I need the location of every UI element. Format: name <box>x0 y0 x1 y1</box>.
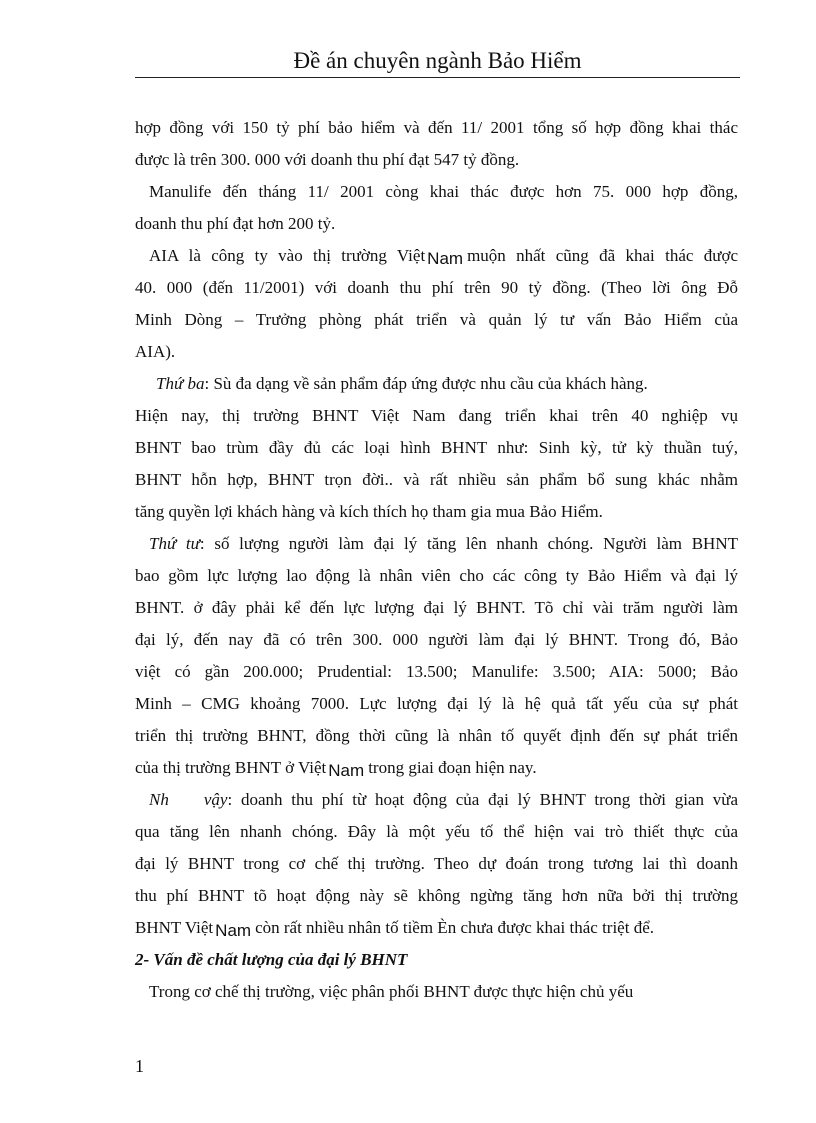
body-line-text: Nam <box>427 249 464 268</box>
body-line: được là trên 300. 000 với doanh thu phí đạt 547 tỷ đồng. <box>135 150 520 169</box>
body-line <box>135 912 738 944</box>
body-line-text: muộn nhất cũng đã khai thác được <box>467 246 738 265</box>
body-line-text: trong giai đoạn hiện nay. <box>368 758 537 777</box>
body-line-text: của thị trường BHNT ở Việt <box>135 758 327 777</box>
emphasis-text: Thứ ba <box>156 374 205 393</box>
body-line: thu phí BHNT tõ hoạt động này sẽ không ngừng tăng hơn nữa bởi thị trường <box>135 886 738 905</box>
body-line: Minh Dòng – Trưởng phòng phát triển và quản lý tư vấn Bảo Hiểm của <box>135 310 738 329</box>
body-line-text: còn rất nhiều nhân tố tiềm Èn chưa được khai thác triệt để. <box>255 918 654 937</box>
emphasis-text: Thứ tư <box>149 534 200 553</box>
body-line: BHNT bao trùm đầy đủ các loại hình BHNT như: Sinh kỳ, tử kỳ thuần tuý, <box>135 438 738 457</box>
body-line: qua tăng lên nhanh chóng. Đây là một yếu tố thể hiện vai trò thiết thực của <box>135 822 738 841</box>
body-line: tăng quyền lợi khách hàng và kích thích họ tham gia mua Bảo Hiểm. <box>135 502 603 521</box>
body-line-text: : doanh thu phí từ hoạt động của đại lý BHNT trong thời gian vừa <box>227 790 738 809</box>
body-line: Manulife đến tháng 11/ 2001 còng khai thác được hơn 75. 000 hợp đồng, <box>149 182 738 201</box>
page-header-title: Đề án chuyên ngành Bảo Hiểm <box>293 48 582 73</box>
body-line: AIA). <box>135 342 176 361</box>
body-line <box>135 752 738 784</box>
body-line: việt có gần 200.000; Prudential: 13.500; Manulife: 3.500; AIA: 5000; Bảo <box>135 662 738 681</box>
body-line-text: : số lượng người làm đại lý tăng lên nhanh chóng. Người làm BHNT <box>199 534 738 553</box>
body-line <box>135 240 738 272</box>
body-line: triển thị trường BHNT, đồng thời cũng là nhân tố quyết định đến sự phát triển <box>135 726 738 745</box>
body-line-text: BHNT Việt <box>135 918 214 937</box>
body-line <box>135 368 738 400</box>
body-line <box>135 528 738 560</box>
body-line-text: AIA là công ty vào thị trường Việt <box>149 246 426 265</box>
header-divider <box>135 77 740 78</box>
body-line-text: Nam <box>215 921 252 940</box>
document-body <box>135 112 738 1008</box>
body-line: bao gồm lực lượng lao động là nhân viên cho các công ty Bảo Hiểm và đại lý <box>135 566 738 585</box>
page-number: 1 <box>135 1056 144 1076</box>
body-line: đại lý, đến nay đã có trên 300. 000 người làm đại lý BHNT. Trong đó, Bảo <box>135 630 738 649</box>
section-heading: 2- Vấn đề chất lượng của đại lý BHNT <box>135 950 408 969</box>
emphasis-text: Nh vậy <box>149 790 228 809</box>
body-line: Hiện nay, thị trường BHNT Việt Nam đang triển khai trên 40 nghiệp vụ <box>135 406 738 425</box>
body-line: BHNT. ở đây phải kể đến lực lượng đại lý BHNT. Tõ chỉ vài trăm người làm <box>135 598 738 617</box>
body-line: hợp đồng với 150 tỷ phí bảo hiểm và đến 11/ 2001 tổng số hợp đồng khai thác <box>135 118 738 137</box>
body-line: BHNT hỗn hợp, BHNT trọn đời.. và rất nhiều sản phẩm bổ sung khác nhằm <box>135 470 738 489</box>
body-line: doanh thu phí đạt hơn 200 tỷ. <box>135 214 336 233</box>
body-line <box>135 784 738 816</box>
body-line-text: : Sù đa dạng về sản phẩm đáp ứng được nhu cầu của khách hàng. <box>204 374 648 393</box>
body-line: Trong cơ chế thị trường, việc phân phối BHNT được thực hiện chủ yếu <box>149 982 634 1001</box>
body-line: đại lý BHNT trong cơ chế thị trường. Theo dự đoán trong tương lai thì doanh <box>135 854 738 873</box>
body-line: 40. 000 (đến 11/2001) với doanh thu phí trên 90 tỷ đồng. (Theo lời ông Đỗ <box>135 278 738 297</box>
body-line-text: Nam <box>328 761 365 780</box>
body-line: Minh – CMG khoảng 7000. Lực lượng đại lý là hệ quả tất yếu của sự phát <box>135 694 738 713</box>
